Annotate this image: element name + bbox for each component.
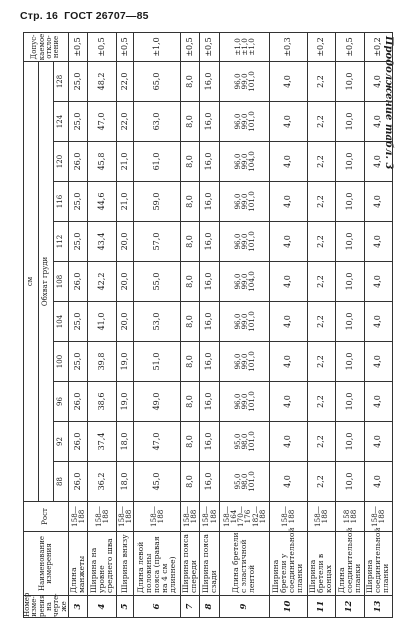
value: 99,0 <box>239 113 249 130</box>
value-cell: 16,0 <box>200 142 219 182</box>
table-row <box>219 32 269 617</box>
value: 95,0 <box>232 473 242 490</box>
value-cell: 2,2 <box>307 462 335 502</box>
measurement-number: 9 <box>219 596 269 618</box>
table-row <box>134 32 181 617</box>
value-cell: 2,2 <box>307 382 335 422</box>
value-cell: 4,0 <box>364 102 393 142</box>
value-cell: 49,0 <box>134 382 181 422</box>
tolerance-cell: ±0,5 <box>336 32 364 61</box>
tolerance-stack <box>234 33 256 61</box>
value-cell: 20,0 <box>116 222 134 262</box>
header-size: 124 <box>54 102 69 142</box>
value-stack <box>234 182 256 221</box>
value-cell: 10,0 <box>336 382 364 422</box>
height-cell <box>270 502 308 532</box>
value-stack <box>234 342 256 381</box>
height-cell <box>364 502 393 532</box>
value-cell: 36,2 <box>88 462 116 502</box>
height-cell <box>116 502 134 532</box>
value-cell: 4,0 <box>270 102 308 142</box>
value-cell: 25,0 <box>69 102 88 142</box>
value-cell: 43,4 <box>88 222 116 262</box>
value-cell: 10,0 <box>336 262 364 302</box>
value-cell: 47,0 <box>134 422 181 462</box>
value-cell: 16,0 <box>200 182 219 222</box>
value-cell: 10,0 <box>336 342 364 382</box>
value-cell: 41,0 <box>88 302 116 342</box>
height-value: 158—188 <box>181 506 199 527</box>
header-size: 92 <box>54 422 69 462</box>
value-cell: 8,0 <box>181 382 200 422</box>
value-cell: 26,0 <box>69 382 88 422</box>
value-cell: 8,0 <box>181 182 200 222</box>
value-cell: 25,0 <box>69 61 88 101</box>
value-cell: 45,0 <box>134 462 181 502</box>
value-cell: 59,0 <box>134 182 181 222</box>
value-cell: 21,0 <box>116 182 134 222</box>
value-cell: 4,0 <box>270 382 308 422</box>
value: 96,0 <box>232 113 242 130</box>
value-cell: 16,0 <box>200 262 219 302</box>
value-cell: 4,0 <box>364 182 393 222</box>
value-cell: 8,0 <box>181 61 200 101</box>
value-cell: 21,0 <box>116 142 134 182</box>
measurement-number: 10 <box>270 596 308 618</box>
value-cell: 2,2 <box>307 142 335 182</box>
table-caption: Продолжение табл. 3 <box>383 36 394 170</box>
value-cell: 4,0 <box>364 61 393 101</box>
measurement-number: 13 <box>364 596 393 618</box>
value-cell: 48,2 <box>88 61 116 101</box>
measurement-name: Ширина бретели у соединительной планки <box>270 532 308 596</box>
height-cell <box>69 502 88 532</box>
value-cell: 26,0 <box>69 422 88 462</box>
height-stack <box>95 502 109 531</box>
value: 104,0 <box>247 151 256 172</box>
value-cell: 10,0 <box>336 462 364 502</box>
value-cell: 16,0 <box>200 422 219 462</box>
value-cell: 8,0 <box>181 102 200 142</box>
value-cell: 22,0 <box>116 61 134 101</box>
value-stack <box>234 222 256 261</box>
value: 99,0 <box>239 273 249 290</box>
value-cell <box>219 222 269 262</box>
value-stack <box>234 262 256 301</box>
value-cell: 45,8 <box>88 142 116 182</box>
page-number: Стр. 16 <box>20 10 59 22</box>
table-row <box>181 32 200 617</box>
height-stack <box>202 502 216 531</box>
header-name: Наименование измерения <box>24 532 69 596</box>
tolerance-cell: ±0,2 <box>364 32 393 61</box>
header-size: 104 <box>54 302 69 342</box>
value-cell: 16,0 <box>200 222 219 262</box>
tolerance-cell: ±0,5 <box>88 32 116 61</box>
height-cell <box>88 502 116 532</box>
header-size: 112 <box>54 222 69 262</box>
value-cell: 8,0 <box>181 262 200 302</box>
value-cell: 26,0 <box>69 142 88 182</box>
value-cell: 8,0 <box>181 302 200 342</box>
value: 101,0 <box>247 391 256 412</box>
table-row <box>364 32 393 617</box>
tolerance-cell: ±0,2 <box>307 32 335 61</box>
height-cell <box>307 502 335 532</box>
value-cell: 61,0 <box>134 142 181 182</box>
value-stack <box>234 102 256 141</box>
measurement-name: Ширина пояса сзади <box>200 532 219 596</box>
value-cell: 18,0 <box>116 462 134 502</box>
value-cell: 51,0 <box>134 342 181 382</box>
value-cell <box>219 302 269 342</box>
value-cell: 10,0 <box>336 61 364 101</box>
height-value: 158—164 <box>221 506 238 527</box>
tolerance-value: ±1,0 <box>239 38 249 56</box>
value: 96,0 <box>232 153 242 170</box>
header-height: Рост <box>24 502 69 532</box>
value-cell <box>219 61 269 101</box>
value-cell: 2,2 <box>307 342 335 382</box>
height-stack <box>371 502 385 531</box>
value-cell: 16,0 <box>200 302 219 342</box>
value: 96,0 <box>232 73 242 90</box>
measurement-name: Ширина внизу <box>116 532 134 596</box>
value-cell: 10,0 <box>336 182 364 222</box>
value: 99,0 <box>239 193 249 210</box>
value-cell <box>219 262 269 302</box>
value-cell: 37,4 <box>88 422 116 462</box>
value-stack <box>234 302 256 341</box>
height-stack <box>343 502 357 531</box>
value-cell: 4,0 <box>364 422 393 462</box>
measurement-name: Длина левой половины пояса (правая на 4 см длиннее) <box>134 532 181 596</box>
value-cell: 57,0 <box>134 222 181 262</box>
measurement-name: Ширина соединительной планки <box>364 532 393 596</box>
measurement-number: 12 <box>336 596 364 618</box>
value-cell: 4,0 <box>364 302 393 342</box>
value-cell: 2,2 <box>307 422 335 462</box>
header-row <box>24 32 39 617</box>
height-cell <box>336 502 364 532</box>
header-tolerance: Допус-каемое откло-нение <box>24 32 69 61</box>
value-cell: 4,0 <box>270 262 308 302</box>
value: 101,0 <box>247 71 256 92</box>
height-value: 158—188 <box>93 506 111 527</box>
height-value: 170—176 <box>236 506 253 527</box>
value-cell: 25,0 <box>69 342 88 382</box>
value-cell: 4,0 <box>270 182 308 222</box>
value: 99,0 <box>239 313 249 330</box>
tolerance-cell: ±1,0 <box>134 32 181 61</box>
value: 101,0 <box>247 311 256 332</box>
value-cell: 25,0 <box>69 182 88 222</box>
measurement-number: 5 <box>116 596 134 618</box>
value-cell: 10,0 <box>336 222 364 262</box>
value-cell: 10,0 <box>336 102 364 142</box>
table-row <box>307 32 335 617</box>
tolerance-cell <box>219 32 269 61</box>
height-value: 158—188 <box>116 506 134 527</box>
measurement-name: Ширина бретели в концах <box>307 532 335 596</box>
header-size: 96 <box>54 382 69 422</box>
table-row <box>270 32 308 617</box>
value-cell: 4,0 <box>364 382 393 422</box>
value-stack <box>234 422 256 461</box>
value-cell: 18,0 <box>116 422 134 462</box>
value-cell: 8,0 <box>181 462 200 502</box>
height-value: 158—188 <box>70 506 87 527</box>
value-cell: 4,0 <box>270 462 308 502</box>
value: 104,0 <box>247 271 256 292</box>
page-header <box>20 10 149 22</box>
value-cell: 44,6 <box>88 182 116 222</box>
height-value: 158—188 <box>313 506 330 527</box>
value: 101,0 <box>247 431 256 452</box>
value-stack <box>234 462 256 501</box>
value-stack <box>234 62 256 101</box>
value-cell: 39,8 <box>88 342 116 382</box>
value-cell: 8,0 <box>181 422 200 462</box>
value-cell: 26,0 <box>69 462 88 502</box>
value-cell: 4,0 <box>364 262 393 302</box>
header-number: Номер изме-рения на черте-же <box>23 592 68 617</box>
header-size: 100 <box>54 342 69 382</box>
measurement-name: Длина соединительной планки <box>336 532 364 596</box>
value-cell: 2,2 <box>307 262 335 302</box>
table-row <box>88 32 116 617</box>
value: 96,0 <box>232 233 242 250</box>
measurement-number: 3 <box>69 596 88 618</box>
value-cell: 16,0 <box>200 462 219 502</box>
value-cell: 53,0 <box>134 302 181 342</box>
header-group-cm: см <box>24 61 39 501</box>
height-stack <box>71 502 85 531</box>
value-cell: 10,0 <box>336 302 364 342</box>
measurement-name: Ширина пояса спереди <box>181 532 200 596</box>
table-row <box>116 32 134 617</box>
value-cell: 8,0 <box>181 342 200 382</box>
value-cell: 16,0 <box>200 382 219 422</box>
value-cell: 4,0 <box>364 342 393 382</box>
value: 95,0 <box>232 433 242 450</box>
value-cell: 25,0 <box>69 222 88 262</box>
value: 101,0 <box>247 351 256 372</box>
value-cell: 8,0 <box>181 222 200 262</box>
value-cell: 19,0 <box>116 382 134 422</box>
measurement-number: 7 <box>181 596 200 618</box>
tolerance-value: ±1,0 <box>232 38 242 56</box>
value-cell: 10,0 <box>336 422 364 462</box>
value: 99,0 <box>239 153 249 170</box>
value-cell: 4,0 <box>364 142 393 182</box>
measurement-number: 11 <box>307 596 335 618</box>
value-cell: 4,0 <box>270 222 308 262</box>
value-cell: 2,2 <box>307 182 335 222</box>
header-size: 116 <box>54 182 69 222</box>
value: 99,0 <box>239 353 249 370</box>
height-stack <box>150 502 164 531</box>
value-stack <box>234 142 256 181</box>
height-cell <box>181 502 200 532</box>
value-cell: 20,0 <box>116 262 134 302</box>
height-value: 158—188 <box>280 506 297 527</box>
measurement-name: Длина манжеты <box>69 532 88 596</box>
measurements-table <box>23 32 393 618</box>
value-cell: 4,0 <box>364 222 393 262</box>
height-stack <box>118 502 132 531</box>
value-stack <box>234 382 256 421</box>
value-cell: 10,0 <box>336 142 364 182</box>
value: 96,0 <box>232 313 242 330</box>
table-row <box>200 32 219 617</box>
height-stack <box>223 502 266 531</box>
value-cell <box>219 102 269 142</box>
value-cell <box>219 382 269 422</box>
height-stack <box>314 502 328 531</box>
height-cell <box>200 502 219 532</box>
value: 99,0 <box>239 393 249 410</box>
height-cell <box>219 502 269 532</box>
value-cell: 47,0 <box>88 102 116 142</box>
value-cell <box>219 342 269 382</box>
height-value: 158 188 <box>341 509 358 524</box>
value-cell: 42,2 <box>88 262 116 302</box>
measurement-number: 4 <box>88 596 116 618</box>
value-cell: 16,0 <box>200 102 219 142</box>
standard-number: ГОСТ 26707—85 <box>64 10 149 22</box>
value-cell <box>219 422 269 462</box>
tolerance-cell: ±0,5 <box>181 32 200 61</box>
value-cell: 2,2 <box>307 102 335 142</box>
value-cell: 4,0 <box>270 61 308 101</box>
measurement-number: 6 <box>134 596 181 618</box>
tolerance-cell: ±0,3 <box>270 32 308 61</box>
tolerance-value: ±1,0 <box>247 38 256 56</box>
value-cell: 4,0 <box>364 462 393 502</box>
value: 101,0 <box>247 111 256 132</box>
value-cell: 2,2 <box>307 222 335 262</box>
value-cell: 2,2 <box>307 302 335 342</box>
header-size: 108 <box>54 262 69 302</box>
height-value: 182—188 <box>250 506 267 527</box>
value-cell: 65,0 <box>134 61 181 101</box>
header-chest-girth: Обхват груди <box>39 61 54 501</box>
value-cell: 2,2 <box>307 61 335 101</box>
value: 99,0 <box>239 73 249 90</box>
value: 101,0 <box>247 471 256 492</box>
value-cell: 38,6 <box>88 382 116 422</box>
header-size: 88 <box>54 462 69 502</box>
value: 101,0 <box>247 191 256 212</box>
measurement-number: 8 <box>200 596 219 618</box>
value: 101,0 <box>247 231 256 252</box>
value-cell: 20,0 <box>116 302 134 342</box>
value: 98,0 <box>239 473 249 490</box>
tolerance-cell: ±0,5 <box>116 32 134 61</box>
value-cell: 22,0 <box>116 102 134 142</box>
value-cell <box>219 142 269 182</box>
value-cell: 4,0 <box>270 302 308 342</box>
value-cell: 25,0 <box>69 302 88 342</box>
value-cell: 19,0 <box>116 342 134 382</box>
value-cell: 55,0 <box>134 262 181 302</box>
value-cell: 4,0 <box>270 142 308 182</box>
value-cell: 8,0 <box>181 142 200 182</box>
value-cell: 26,0 <box>69 262 88 302</box>
value: 96,0 <box>232 273 242 290</box>
value-cell: 63,0 <box>134 102 181 142</box>
value-cell: 4,0 <box>270 422 308 462</box>
tolerance-cell: ±0,5 <box>69 32 88 61</box>
measurement-name: Длина бретели с эластичной лентой <box>219 532 269 596</box>
value: 96,0 <box>232 193 242 210</box>
height-stack <box>183 502 197 531</box>
height-cell <box>134 502 181 532</box>
value: 96,0 <box>232 353 242 370</box>
header-size: 120 <box>54 142 69 182</box>
height-stack <box>281 502 295 531</box>
value-cell <box>219 182 269 222</box>
value-cell: 16,0 <box>200 61 219 101</box>
value-cell: 4,0 <box>270 342 308 382</box>
height-value: 158—188 <box>370 506 387 527</box>
value: 96,0 <box>232 393 242 410</box>
height-value: 158—188 <box>201 506 218 527</box>
value-cell: 16,0 <box>200 342 219 382</box>
measurement-name: Ширина на уровне среднего шва <box>88 532 116 596</box>
value: 99,0 <box>239 233 249 250</box>
value-cell <box>219 462 269 502</box>
header-size: 128 <box>54 61 69 101</box>
height-value: 158—188 <box>149 506 166 527</box>
table-row <box>336 32 364 617</box>
table-row <box>69 32 88 617</box>
tolerance-cell: ±0,5 <box>200 32 219 61</box>
value: 98,0 <box>239 433 249 450</box>
